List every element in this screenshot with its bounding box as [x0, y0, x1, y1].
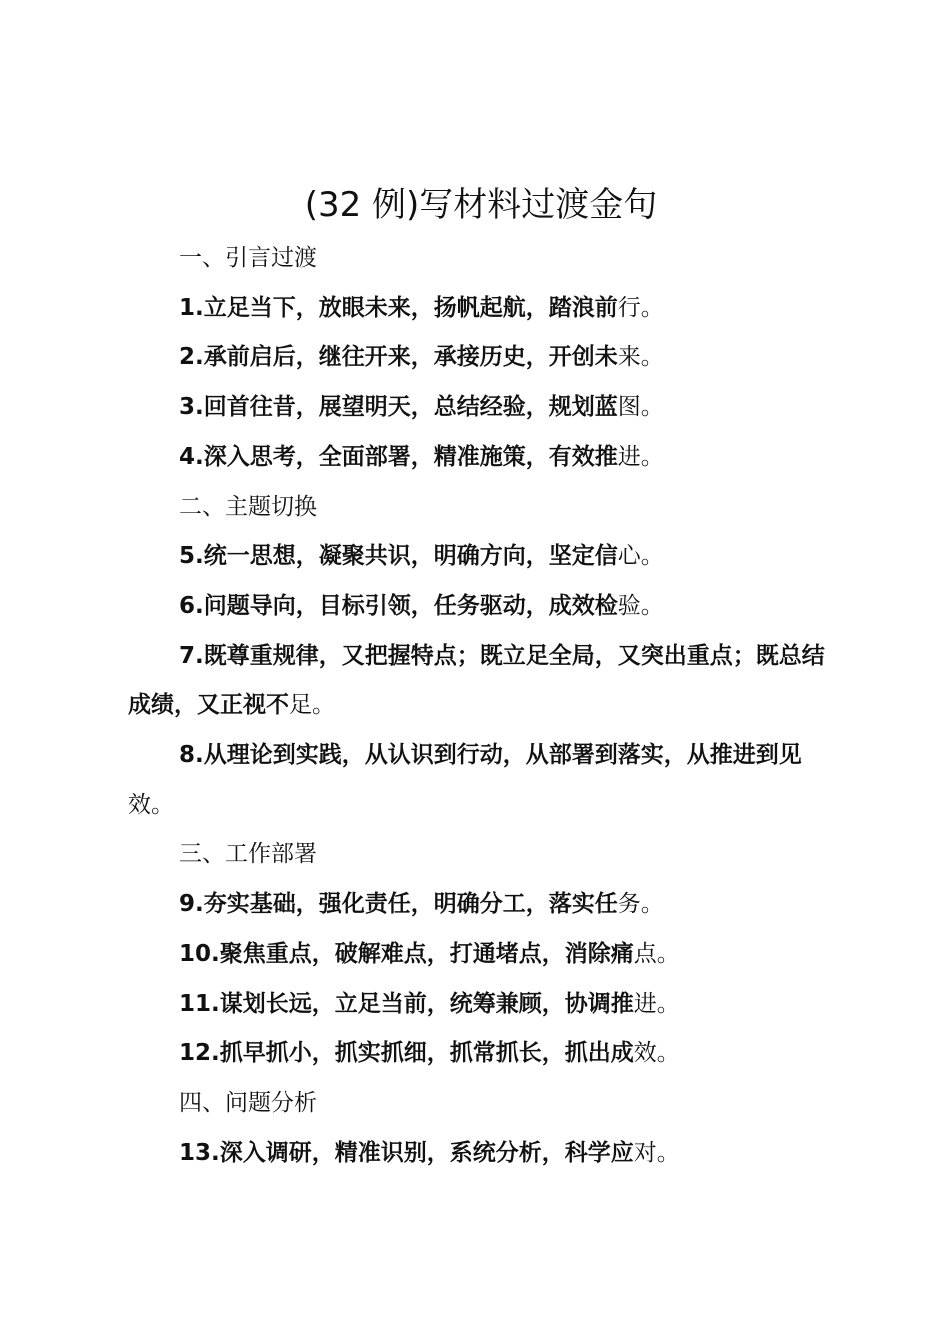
item-text: 6.问题导向，目标引领，任务驱动，成效检	[179, 592, 618, 619]
section-heading-1: 一、引言过渡	[179, 245, 317, 271]
section-heading-2: 二、主题切换	[179, 493, 317, 520]
item-tail: 效。	[128, 791, 174, 818]
list-item-5	[128, 532, 834, 582]
item-text: 8.从理论到实践，从认识到行动，从部署到落实，从推进到见	[179, 742, 802, 769]
item-text: 10.聚焦重点，破解难点，打通堵点，消除痛	[179, 940, 634, 967]
item-tail: 务。	[617, 891, 664, 918]
item-tail: 点。	[633, 940, 680, 967]
list-item-13	[128, 1129, 834, 1179]
item-text: 13.深入调研，精准识别，系统分析，科学应	[179, 1139, 634, 1166]
document-title: (32 例)写材料过渡金句	[304, 185, 658, 225]
list-item-11	[128, 980, 834, 1030]
item-text: 5.统一思想，凝聚共识，明确方向，坚定信	[179, 543, 618, 570]
item-tail: 行。	[617, 294, 664, 321]
item-tail: 验。	[617, 592, 664, 619]
item-text: 2.承前启后，继往开来，承接历史，开创未	[179, 344, 618, 371]
item-text: 4.深入思考，全面部署，精准施策，有效推	[179, 443, 618, 470]
item-tail: 心。	[617, 543, 664, 570]
item-tail: 对。	[633, 1139, 680, 1166]
item-text: 3.回首往昔，展望明天，总结经验，规划蓝	[179, 394, 618, 421]
item-tail: 进。	[633, 990, 680, 1017]
list-item-4	[128, 433, 834, 483]
list-item-8	[128, 731, 834, 830]
list-item-6	[128, 582, 834, 632]
item-text: 9.夯实基础，强化责任，明确分工，落实任	[179, 891, 618, 918]
section-heading-3: 三、工作部署	[179, 841, 317, 868]
list-item-9	[128, 880, 834, 930]
item-text: 12.抓早抓小，抓实抓细，抓常抓长，抓出成	[179, 1040, 634, 1067]
item-text: 1.立足当下，放眼未来，扬帆起航，踏浪前	[179, 294, 618, 321]
document-page	[128, 182, 834, 1178]
list-item-1	[128, 284, 834, 334]
item-text: 11.谋划长远，立足当前，统筹兼顾，协调推	[179, 990, 634, 1017]
list-item-12	[128, 1029, 834, 1079]
item-tail: 进。	[617, 443, 664, 470]
list-item-10	[128, 930, 834, 980]
item-tail: 效。	[633, 1040, 680, 1067]
list-item-2	[128, 333, 834, 383]
item-tail: 足。	[289, 692, 335, 719]
section-heading-4: 四、问题分析	[179, 1089, 317, 1116]
item-text: 7.既尊重规律，又把握特点；既立足全局，又突出重点；既总结成绩，又正视不	[128, 642, 825, 719]
list-item-3	[128, 383, 834, 433]
item-tail: 来。	[617, 344, 664, 371]
item-tail: 图。	[617, 394, 664, 421]
list-item-7	[128, 632, 834, 731]
